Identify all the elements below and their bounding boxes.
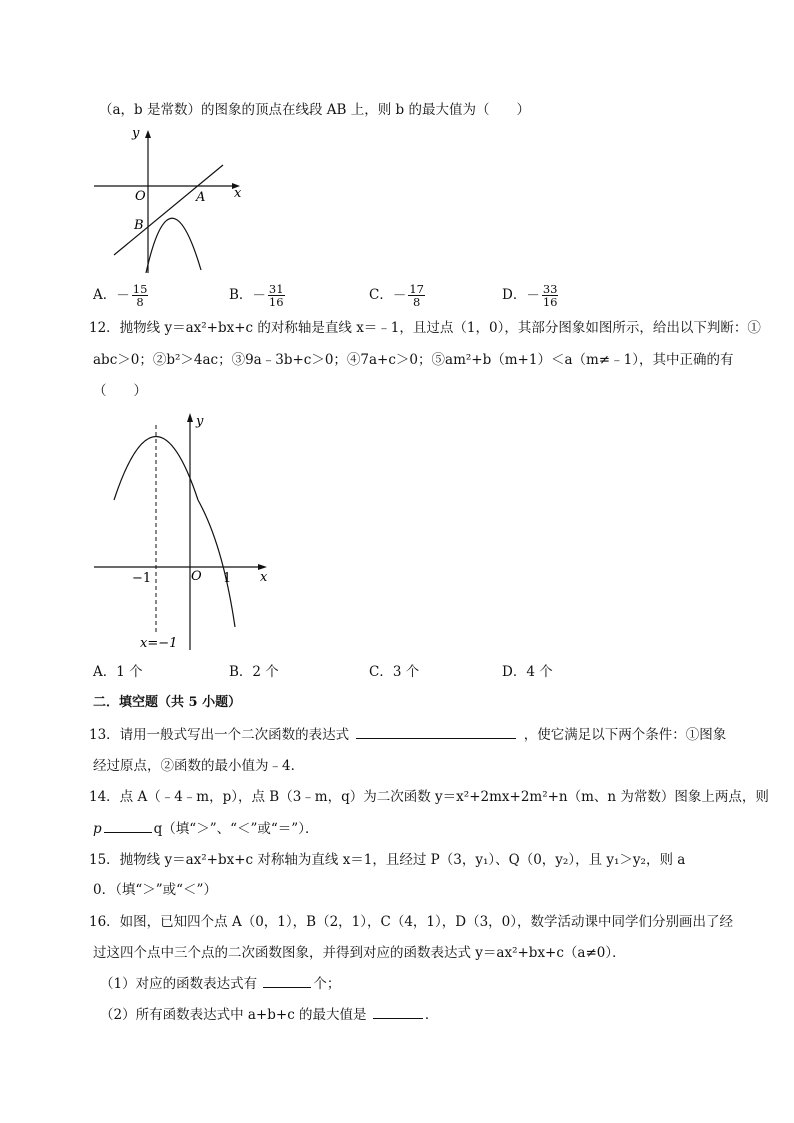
q15-line1: 15．抛物线 y＝ax²+bx+c 对称轴为直线 x＝1，且经过 P（3，y₁）、Q（0，y₂），且 y₁＞y₂，则 a — [89, 852, 686, 868]
q12-option-b[interactable]: B．2 个 — [229, 664, 279, 680]
q11-point-a-label: A — [196, 190, 206, 205]
q11-point-b-label: B — [134, 218, 144, 233]
q11-option-d[interactable]: D．－ $\frac{33}{16}$ — [502, 282, 558, 309]
q16-line2: 过这四个点中三个点的二次函数图象，并得到对应的函数表达式 y＝ax²+bx+c（a≠0）． — [93, 945, 626, 961]
q15-line2: 0．（填“＞”或“＜”） — [93, 882, 217, 898]
q12-option-a[interactable]: A．1 个 — [93, 664, 143, 680]
q12-axis-label: x=−1 — [140, 636, 178, 651]
q12-line2: abc＞0；②b²＞4ac；③9a﹣3b+c＞0；④7a+c＞0；⑤am²+b（m+1）＜a（m≠﹣1），其中正确的有 — [93, 352, 734, 368]
q11-figure — [90, 125, 250, 275]
q16-line1: 16．如图，已知四个点 A（0，1），B（2，1），C（4，1），D（3，0），数学活动课中同学们分别画出了经 — [89, 914, 734, 930]
q13-line2: 经过原点，②函数的最小值为﹣4． — [93, 758, 305, 774]
q12-neg1-label: −1 — [132, 571, 152, 586]
q13-answer-blank[interactable] — [356, 724, 516, 739]
q11-option-c[interactable]: C．－ $\frac{17}{8}$ — [369, 282, 424, 309]
q12-figure — [90, 405, 290, 655]
q11-x-label: x — [234, 186, 242, 201]
q12-option-d[interactable]: D．4 个 — [502, 664, 553, 680]
q12-line1: 12．抛物线 y＝ax²+bx+c 的对称轴是直线 x＝﹣1，且过点（1，0），其部分图象如图所示，给出以下判断：① — [89, 320, 761, 336]
q11-continuation: （a，b 是常数）的图象的顶点在线段 AB 上，则 b 的最大值为（ ） — [99, 102, 530, 118]
q14-line2: p q（填“＞”、“＜”或“＝”）． — [93, 818, 318, 839]
q12-one-label: 1 — [223, 571, 232, 586]
q16-sub2: （2）所有函数表达式中 a+b+c 的最大值是 ． — [100, 1004, 438, 1025]
q12-y-label: y — [196, 414, 204, 429]
q12-origin-label: O — [191, 569, 202, 584]
q11-y-label: y — [132, 126, 140, 141]
q16-sub2-answer-blank[interactable] — [373, 1004, 423, 1019]
q11-option-a[interactable]: A．－ $\frac{15}{8}$ — [93, 282, 148, 309]
q12-x-label: x — [260, 570, 268, 585]
q11-origin-label: O — [135, 189, 146, 204]
q13-line1: 13．请用一般式写出一个二次函数的表达式 ，使它满足以下两个条件：①图象 — [89, 724, 726, 745]
q12-line3: （ ） — [93, 383, 147, 399]
q16-sub1-answer-blank[interactable] — [263, 973, 311, 988]
section-heading-fill-blank: 二．填空题（共 5 小题） — [93, 695, 242, 710]
q14-line1: 14．点 A（﹣4﹣m，p），点 B（3﹣m，q）为二次函数 y＝x²+2mx+2m²+n（m、n 为常数）图象上两点，则 — [89, 789, 769, 805]
q12-option-c[interactable]: C．3 个 — [369, 664, 420, 680]
q11-option-b[interactable]: B．－ $\frac{31}{16}$ — [229, 282, 284, 309]
q14-answer-blank[interactable] — [104, 818, 152, 833]
q16-sub1: （1）对应的函数表达式有 个； — [100, 973, 340, 994]
